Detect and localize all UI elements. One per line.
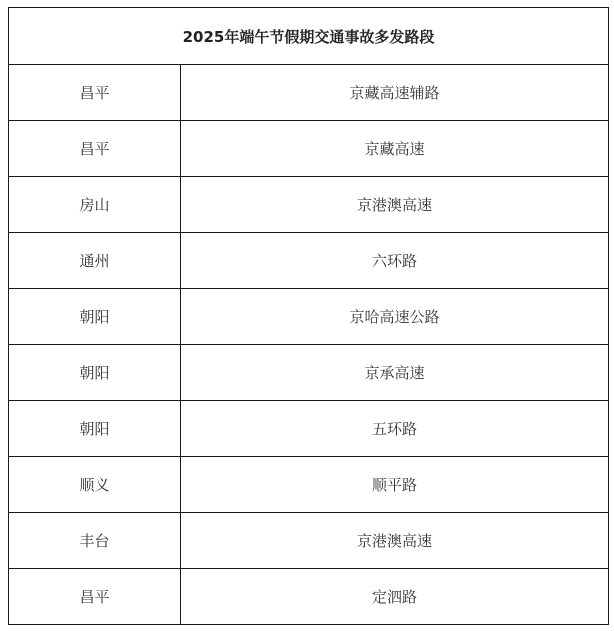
table-title: 2025年端午节假期交通事故多发路段 xyxy=(9,8,609,65)
road-cell: 五环路 xyxy=(181,401,609,457)
table-row xyxy=(9,457,609,513)
district-cell: 朝阳 xyxy=(9,345,181,401)
table-row xyxy=(9,65,609,121)
table-row xyxy=(9,177,609,233)
district-cell: 昌平 xyxy=(9,121,181,177)
table-row xyxy=(9,569,609,625)
district-cell: 通州 xyxy=(9,233,181,289)
district-cell: 昌平 xyxy=(9,65,181,121)
accident-table-container xyxy=(8,7,608,625)
road-cell: 京港澳高速 xyxy=(181,513,609,569)
district-cell: 朝阳 xyxy=(9,401,181,457)
table-row xyxy=(9,345,609,401)
table-row xyxy=(9,233,609,289)
table-row xyxy=(9,401,609,457)
district-cell: 昌平 xyxy=(9,569,181,625)
district-cell: 顺义 xyxy=(9,457,181,513)
road-cell: 京承高速 xyxy=(181,345,609,401)
road-cell: 顺平路 xyxy=(181,457,609,513)
table-title-row xyxy=(9,8,609,65)
accident-road-table xyxy=(8,7,609,625)
table-row xyxy=(9,513,609,569)
district-cell: 丰台 xyxy=(9,513,181,569)
table-row xyxy=(9,289,609,345)
road-cell: 京港澳高速 xyxy=(181,177,609,233)
table-row xyxy=(9,121,609,177)
district-cell: 房山 xyxy=(9,177,181,233)
road-cell: 京藏高速辅路 xyxy=(181,65,609,121)
district-cell: 朝阳 xyxy=(9,289,181,345)
road-cell: 定泗路 xyxy=(181,569,609,625)
road-cell: 京哈高速公路 xyxy=(181,289,609,345)
road-cell: 京藏高速 xyxy=(181,121,609,177)
road-cell: 六环路 xyxy=(181,233,609,289)
